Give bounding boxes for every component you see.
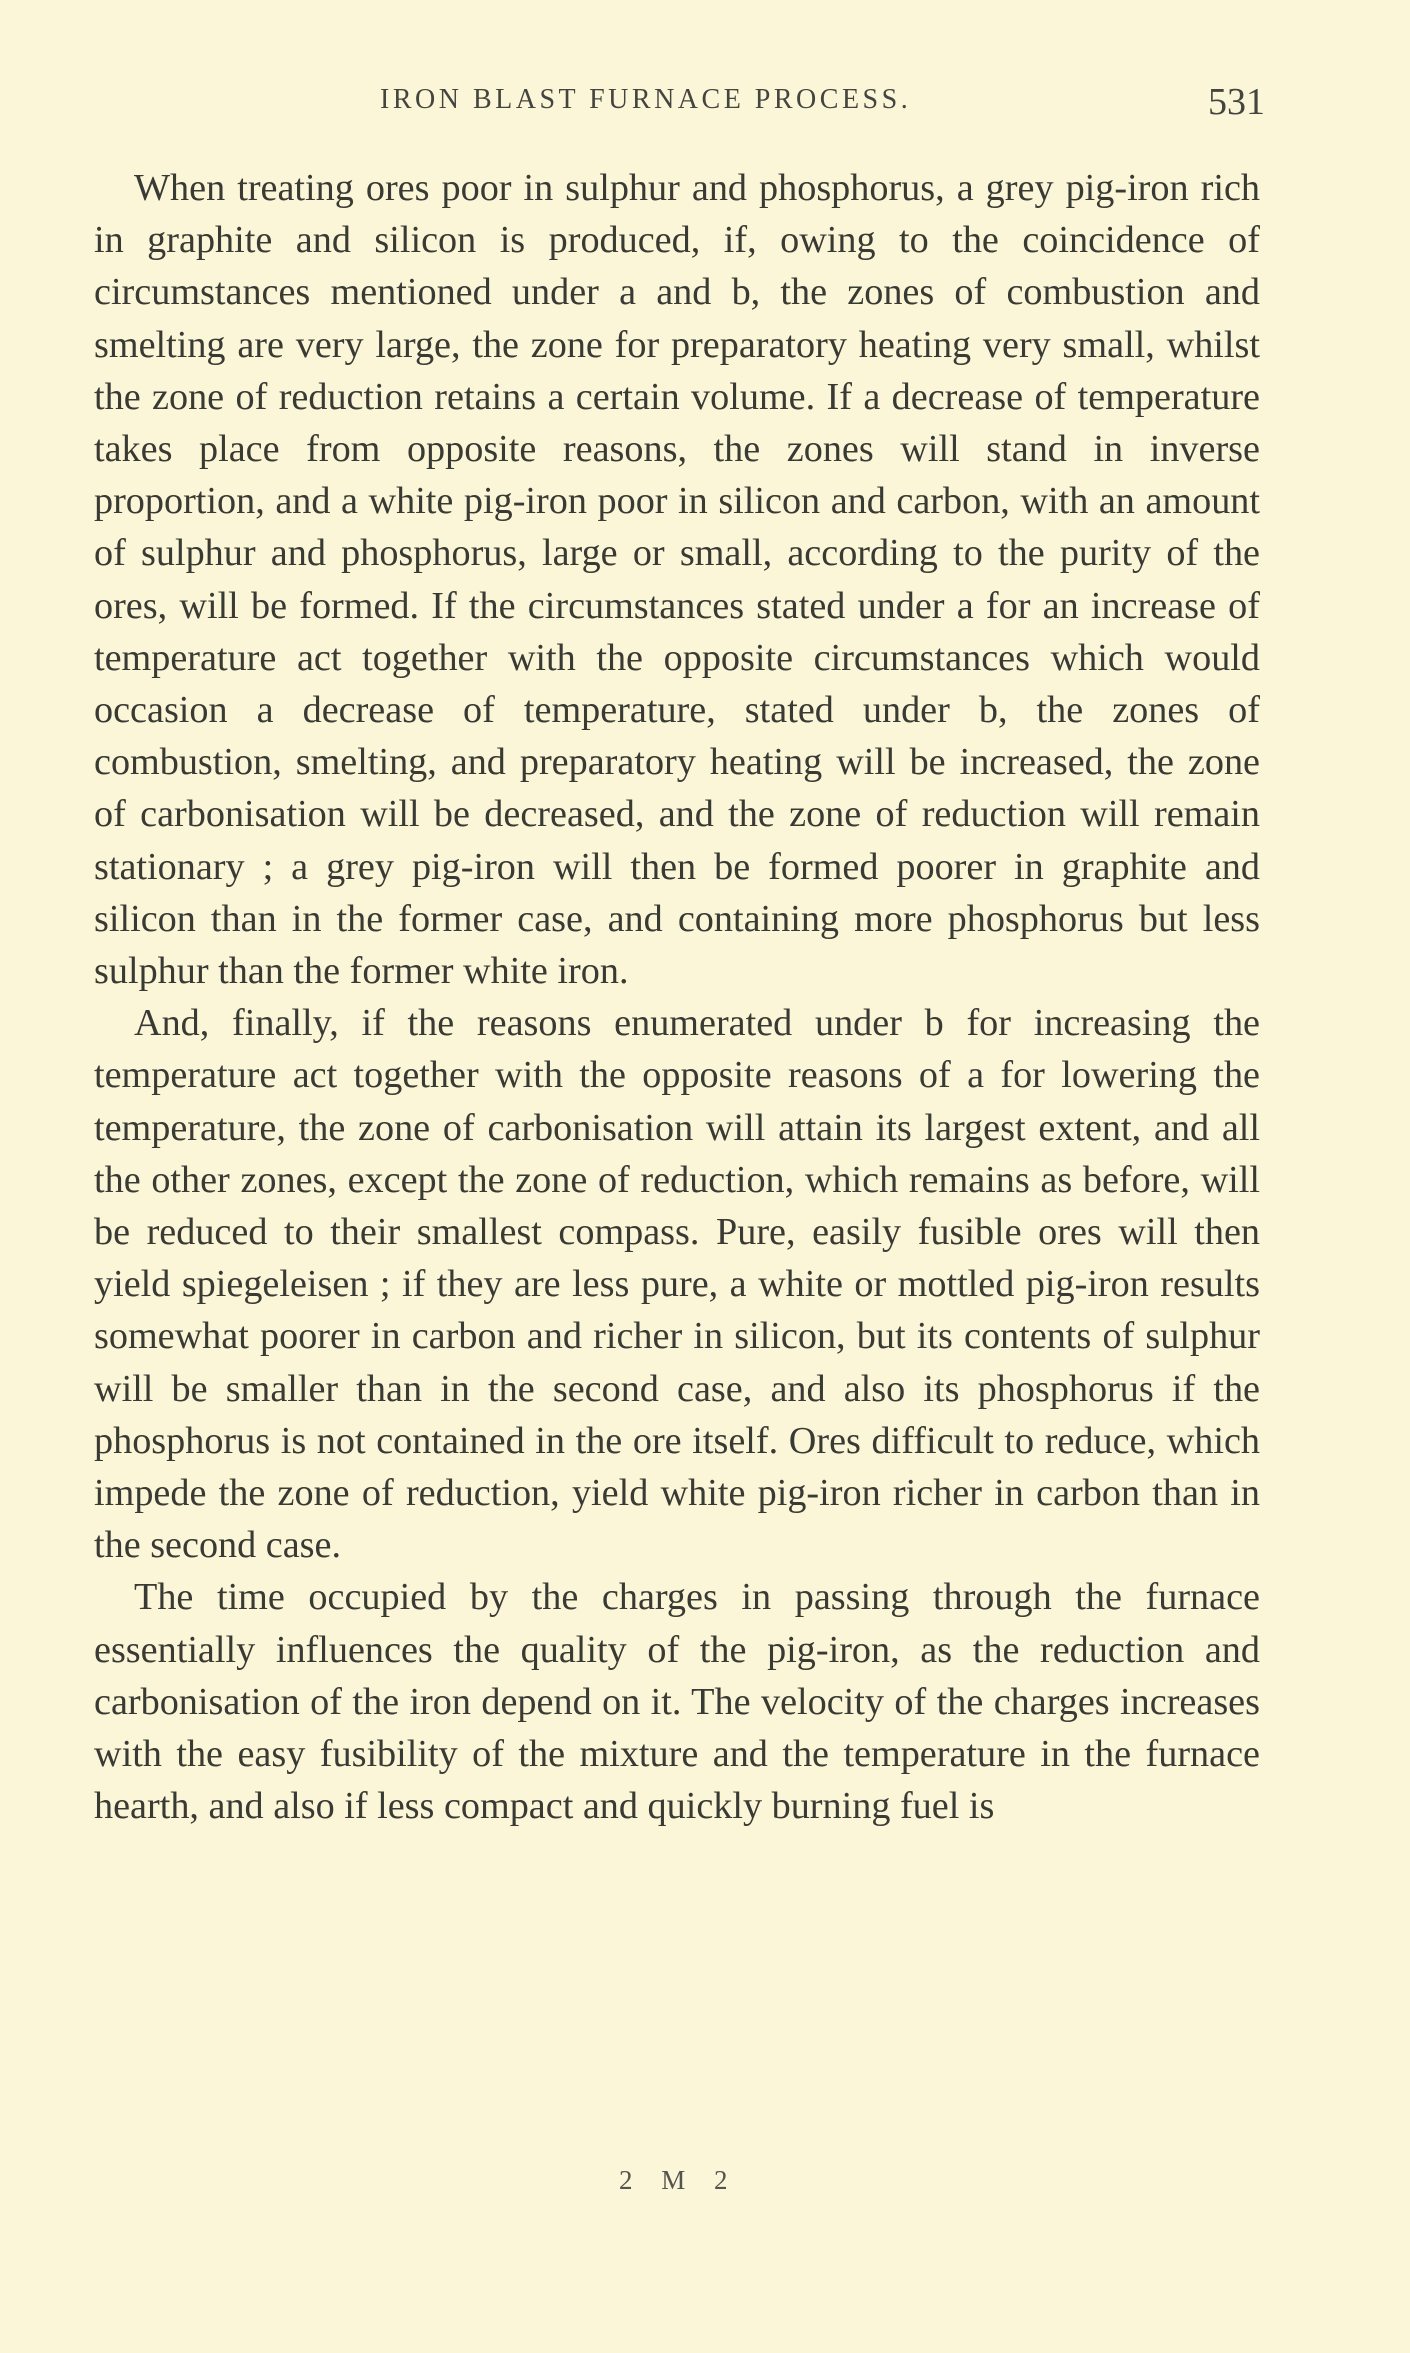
signature-mark: 2 M 2 xyxy=(619,2165,739,2195)
paragraph: The time occupied by the charges in passing through the furnace essentially influences the quality of the pig-iron, as the reduction and carbonisation of the iron depend on it. The velocity of the charges increases with the easy fusibility of the mixture and the temperature in the furnace hearth, and also if less compact and quickly burning fuel is xyxy=(94,1576,1260,1828)
paragraph: When treating ores poor in sulphur and phosphorus, a grey pig-iron rich in graphite and silicon is produced, if, owing to the coincidence of circumstances mentioned under a and b, the zones of combustion and smelting are very large, the zone for preparatory heating very small, whilst the zone of reduction retains a certain volume. If a decrease of temperature takes place from opposite reasons, the zones will stand in inverse proportion, and a white pig-iron poor in silicon and carbon, with an amount of sulphur and phosphorus, large or small, according to the purity of the ores, will be formed. If the circumstances stated under a for an increase of temperature act together with the opposite circumstances which would occasion a decrease of temperature, stated under b, the zones of combustion, smelting, and preparatory heating will be increased, the zone of carbonisation will be decreased, and the zone of reduction will remain stationary ; a grey pig-iron will then be formed poorer in graphite and silicon than in the former case, and containing more phosphorus but less sulphur than the former white iron. xyxy=(94,167,1260,993)
running-head: IRON BLAST FURNACE PROCESS. xyxy=(380,84,912,115)
paragraph: And, finally, if the reasons enumerated under b for increasing the temperature act together with the opposite reasons of a for lowering the temperature, the zone of carbonisation will attain its largest extent, and all the other zones, except the zone of reduction, which remains as before, will be reduced to their smallest compass. Pure, easily fusible ores will then yield spiegeleisen ; if they are less pure, a white or mottled pig-iron results somewhat poorer in carbon and richer in silicon, but its contents of sulphur will be smaller than in the second case, and also its phosphorus if the phosphorus is not contained in the ore itself. Ores difficult to reduce, which impede the zone of reduction, yield white pig-iron richer in carbon than in the second case. xyxy=(94,1002,1260,1567)
body-text xyxy=(94,162,1260,1833)
page-number: 531 xyxy=(1208,81,1265,123)
